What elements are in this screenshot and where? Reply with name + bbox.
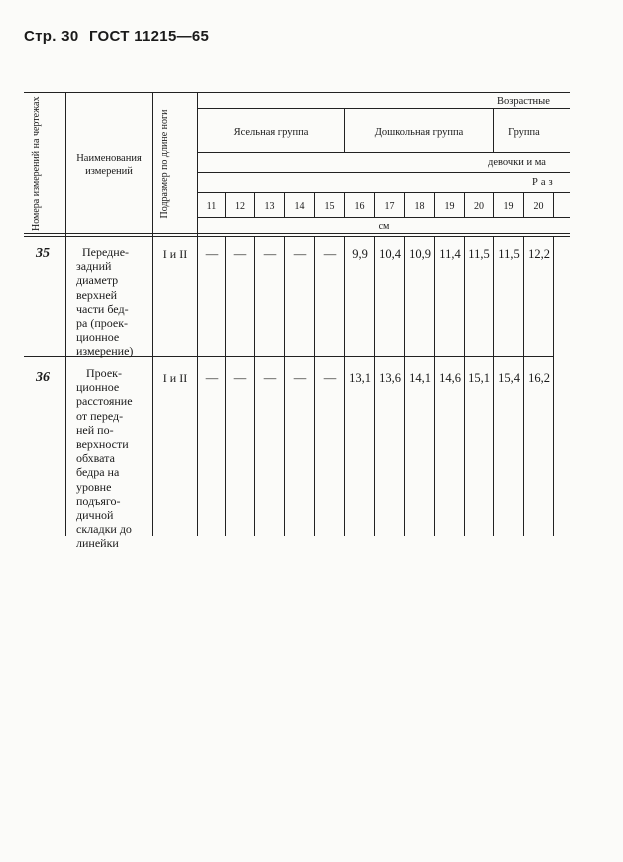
row-value: — (263, 247, 277, 261)
size-number: 11 (206, 201, 217, 212)
row-value: — (293, 371, 307, 385)
size-number: 20 (474, 201, 484, 212)
row-value: — (205, 371, 219, 385)
row-value: 14,6 (439, 371, 461, 385)
size-number: 19 (503, 201, 514, 212)
size-number: 15 (324, 201, 335, 212)
unit-label: см (378, 221, 390, 232)
row-description: Проек- ционное расстояние от перед- ней по- верхности обхвата бедра на уровне подъяго- дичной складки до линейки (76, 366, 133, 551)
row-value: — (293, 247, 307, 261)
row-subsize: I и II (162, 247, 188, 261)
row-value: — (233, 371, 247, 385)
size-number: 20 (533, 201, 544, 212)
size-number: 14 (294, 201, 305, 212)
row-number: 35 (36, 246, 50, 261)
row-value: 10,4 (379, 247, 401, 261)
col-header-measurement-name: Наименования измерений (76, 153, 142, 177)
row-value: 10,9 (409, 247, 431, 261)
group-school: Группа (508, 127, 540, 138)
row-value: 13,1 (349, 371, 371, 385)
row-description: Передне- задний диаметр верхней части бед- ра (проек- ционное измерение) (76, 245, 134, 359)
row-value: 12,2 (528, 247, 550, 261)
page-number: Стр. 30 (24, 28, 79, 45)
size-number: 12 (235, 201, 245, 212)
size-number: 17 (384, 201, 395, 212)
row-value: 15,1 (468, 371, 490, 385)
row-value: — (233, 247, 247, 261)
row-number: 36 (36, 370, 50, 385)
size-number: 19 (444, 201, 455, 212)
age-header: Возрастные (497, 96, 550, 107)
col-header-measurement-number: Номера измерений на чертежах (31, 96, 42, 231)
row-subsize: I и II (162, 371, 188, 385)
size-number: 13 (264, 201, 275, 212)
row-value: — (263, 371, 277, 385)
row-value: 15,4 (498, 371, 520, 385)
gender-header: девочки и ма (488, 157, 546, 168)
col-header-subsize: Подразмер по длине ноги (159, 109, 170, 219)
group-nursery: Ясельная группа (233, 127, 309, 138)
row-value: 11,5 (498, 247, 520, 261)
row-value: — (205, 247, 219, 261)
row-value: 9,9 (352, 247, 368, 261)
row-value: 13,6 (379, 371, 401, 385)
row-value: 11,4 (439, 247, 461, 261)
size-header: Раз (532, 177, 556, 188)
row-value: 14,1 (409, 371, 431, 385)
row-value: — (323, 371, 337, 385)
standard-code: ГОСТ 11215—65 (88, 28, 210, 45)
row-value: 11,5 (468, 247, 490, 261)
group-preschool: Дошкольная группа (374, 127, 464, 138)
page-header (24, 28, 215, 45)
row-value: 16,2 (528, 371, 550, 385)
size-number: 16 (354, 201, 365, 212)
size-number: 18 (414, 201, 425, 212)
row-value: — (323, 247, 337, 261)
